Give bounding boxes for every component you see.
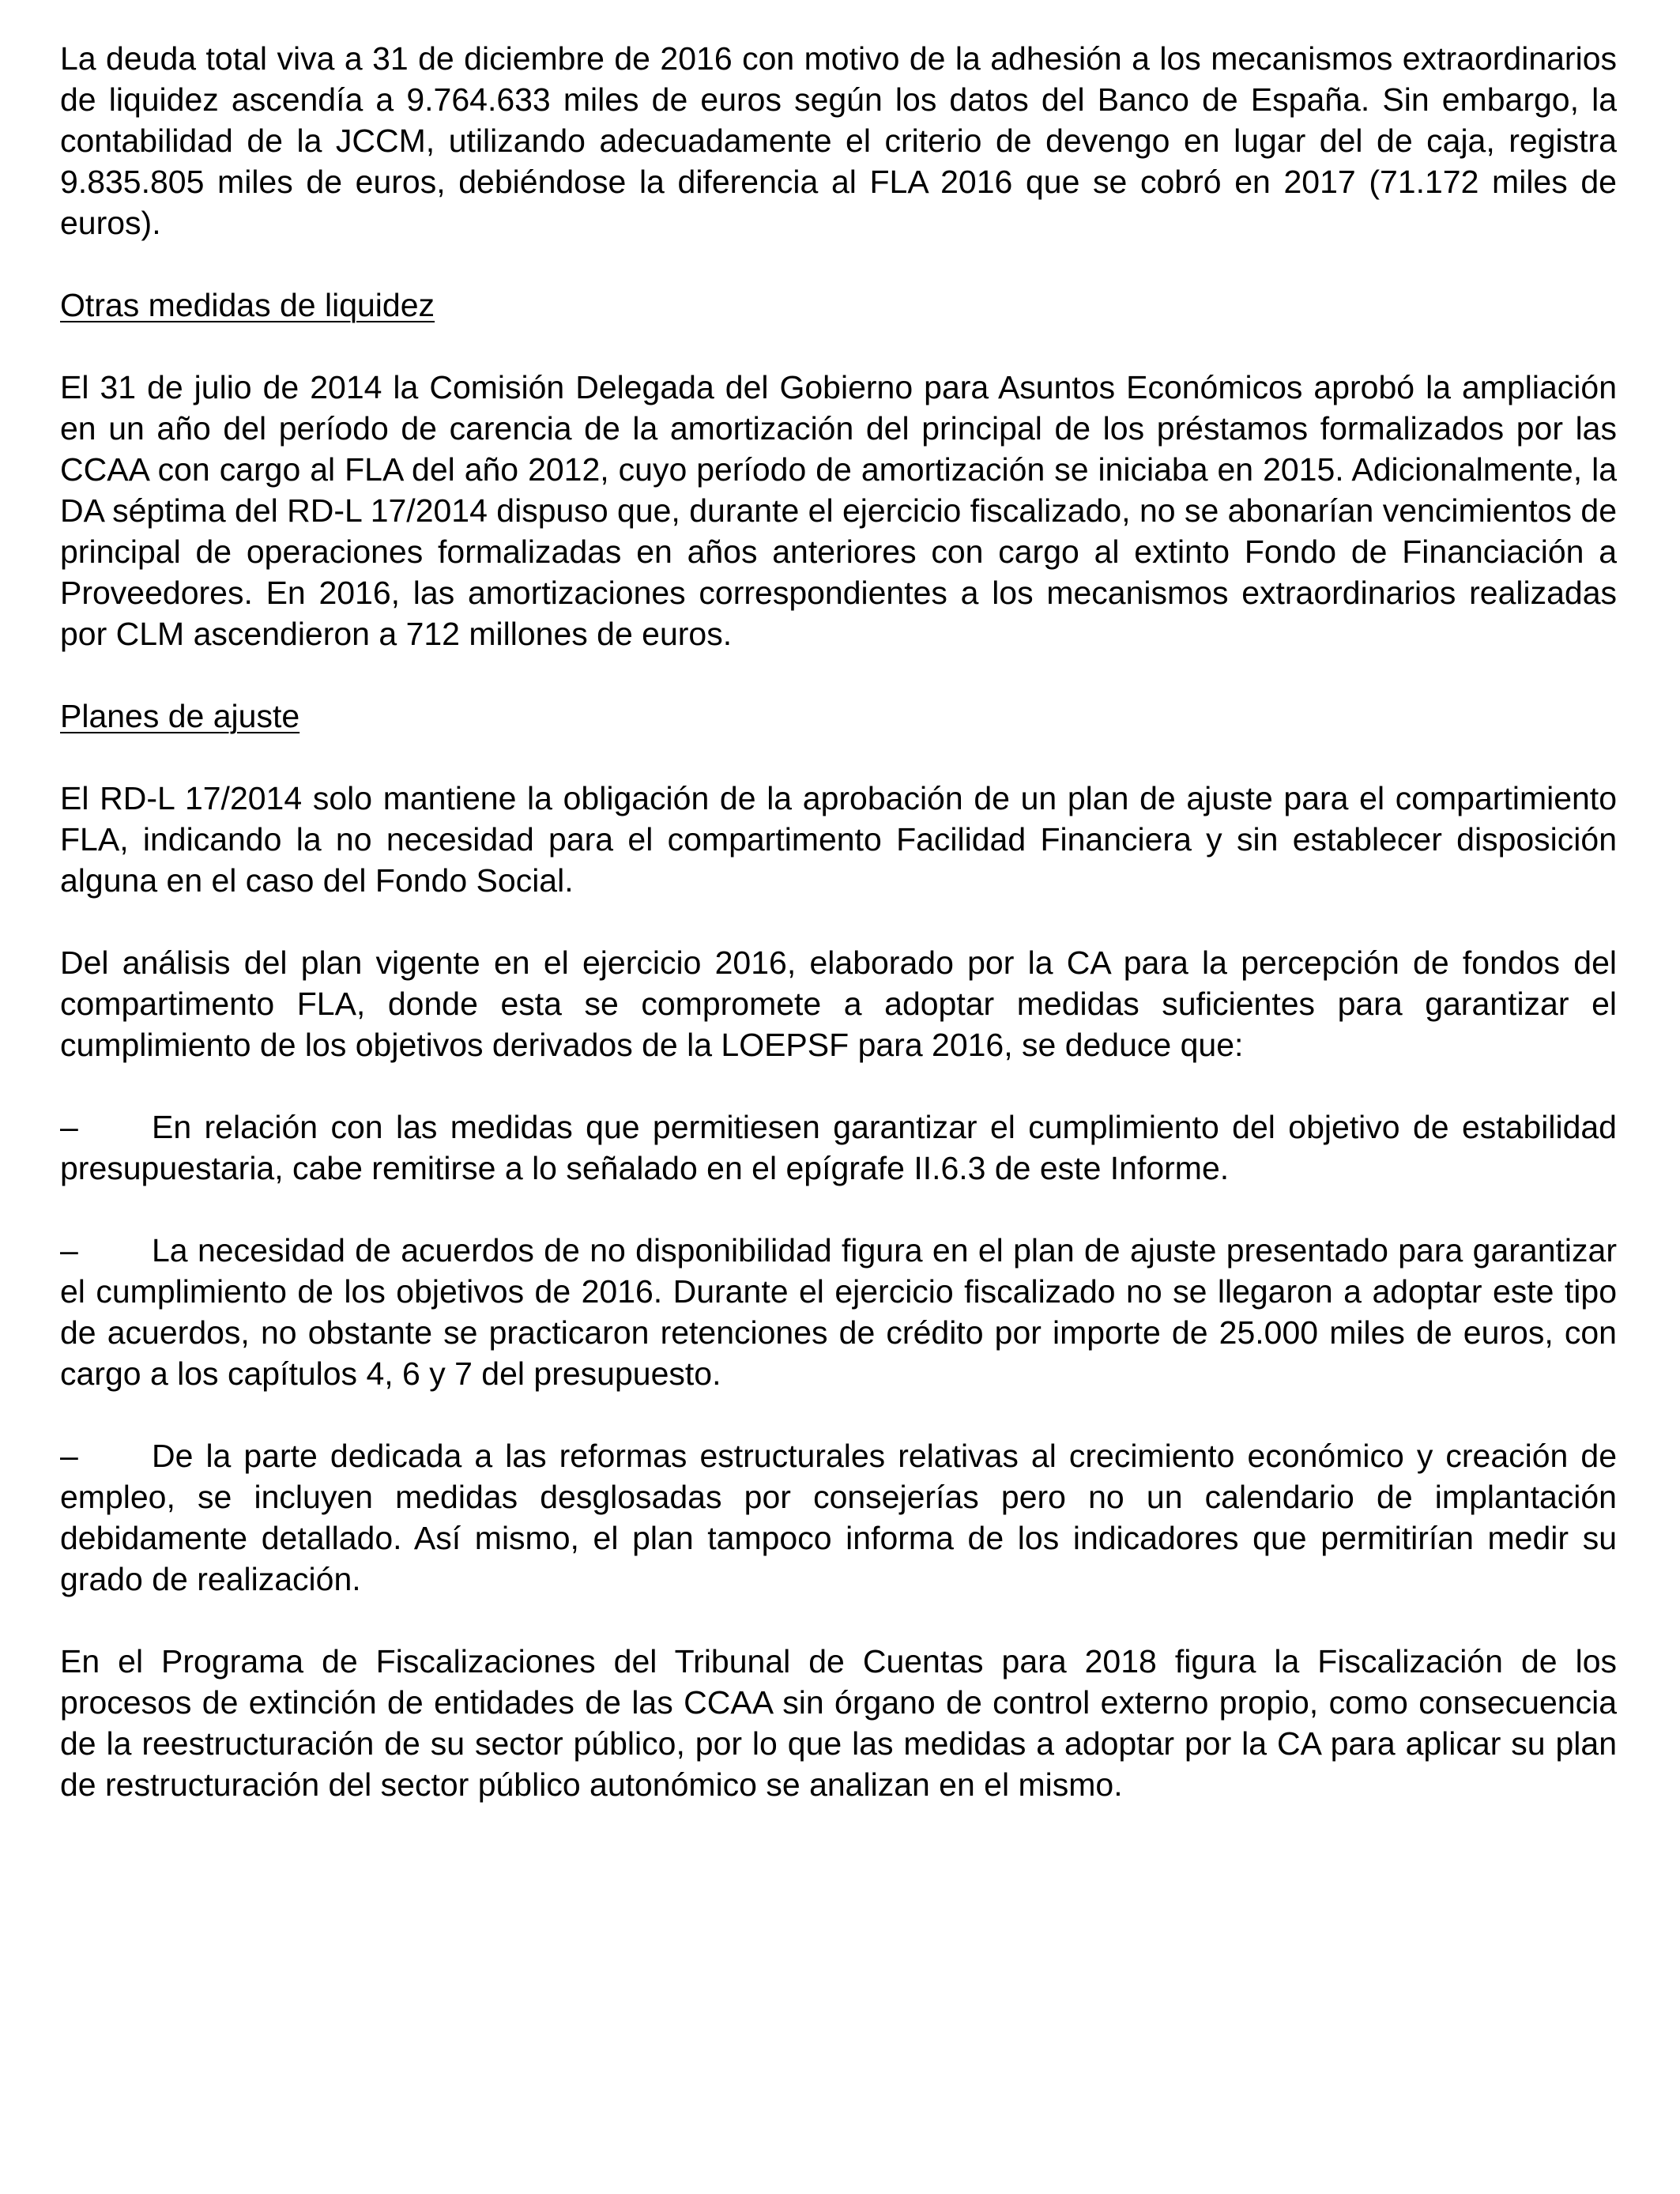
paragraph-deuda-total: La deuda total viva a 31 de diciembre de 2016 con motivo de la adhesión a los mecanismos extraordinarios de liquidez ascendía a 9.764.633 miles de euros según los datos del Banco de España. Sin embargo, la contabilidad de la JCCM, utilizando adecuadamente el criterio de devengo en lugar del de caja, registra 9.835.805 miles de euros, debiéndose la diferencia al FLA 2016 que se cobró en 2017 (71.172 miles de euros). (60, 40, 1617, 241)
dash-bullet-icon: – (60, 1438, 78, 1474)
list-item (60, 1106, 1617, 1189)
dash-bullet-icon: – (60, 1109, 78, 1145)
list-item-text: En relación con las medidas que permitiesen garantizar el cumplimiento del objetivo de estabilidad presupuestaria, cabe remitirse a lo señalado en el epígrafe II.6.3 de este Informe. (60, 1109, 1617, 1186)
dash-bullet-icon: – (60, 1232, 78, 1269)
list-item-text: De la parte dedicada a las reformas estructurales relativas al crecimiento económico y creación de empleo, se incluyen medidas desglosadas por consejerías pero no un calendario de implantación debidamente detallado. Así mismo, el plan tampoco informa de los indicadores que permitirían medir su grado de realización. (60, 1438, 1617, 1597)
paragraph-programa-fiscalizaciones: En el Programa de Fiscalizaciones del Tribunal de Cuentas para 2018 figura la Fiscalización de los procesos de extinción de entidades de las CCAA sin órgano de control externo propio, como consecuencia de la reestructuración de su sector público, por lo que las medidas a adoptar por la CA para aplicar su plan de restructuración del sector público autonómico se analizan en el mismo. (60, 1643, 1617, 1803)
list-item (60, 1435, 1617, 1600)
heading-otras-medidas-liquidez: Otras medidas de liquidez (60, 287, 435, 323)
list-item (60, 1230, 1617, 1394)
heading-planes-de-ajuste: Planes de ajuste (60, 698, 300, 734)
list-item-text: La necesidad de acuerdos de no disponibilidad figura en el plan de ajuste presentado para garantizar el cumplimiento de los objetivos de 2016. Durante el ejercicio fiscalizado no se llegaron a adoptar este tipo de acuerdos, no obstante se practicaron retenciones de crédito por importe de 25.000 miles de euros, con cargo a los capítulos 4, 6 y 7 del presupuesto. (60, 1232, 1617, 1392)
paragraph-otras-medidas: El 31 de julio de 2014 la Comisión Delegada del Gobierno para Asuntos Económicos aprobó la ampliación en un año del período de carencia de la amortización del principal de los préstamos formalizados por las CCAA con cargo al FLA del año 2012, cuyo período de amortización se iniciaba en 2015. Adicionalmente, la DA séptima del RD-L 17/2014 dispuso que, durante el ejercicio fiscalizado, no se abonarían vencimientos de principal de operaciones formalizadas en años anteriores con cargo al extinto Fondo de Financiación a Proveedores. En 2016, las amortizaciones correspondientes a los mecanismos extraordinarios realizadas por CLM ascendieron a 712 millones de euros. (60, 369, 1617, 652)
document-page (60, 38, 1617, 1805)
paragraph-analisis-plan: Del análisis del plan vigente en el ejercicio 2016, elaborado por la CA para la percepción de fondos del compartimento FLA, donde esta se compromete a adoptar medidas suficientes para garantizar el cumplimiento de los objetivos derivados de la LOEPSF para 2016, se deduce que: (60, 944, 1617, 1063)
paragraph-rdl-plan-ajuste: El RD-L 17/2014 solo mantiene la obligación de la aprobación de un plan de ajuste para el compartimiento FLA, indicando la no necesidad para el compartimento Facilidad Financiera y sin establecer disposición alguna en el caso del Fondo Social. (60, 780, 1617, 899)
